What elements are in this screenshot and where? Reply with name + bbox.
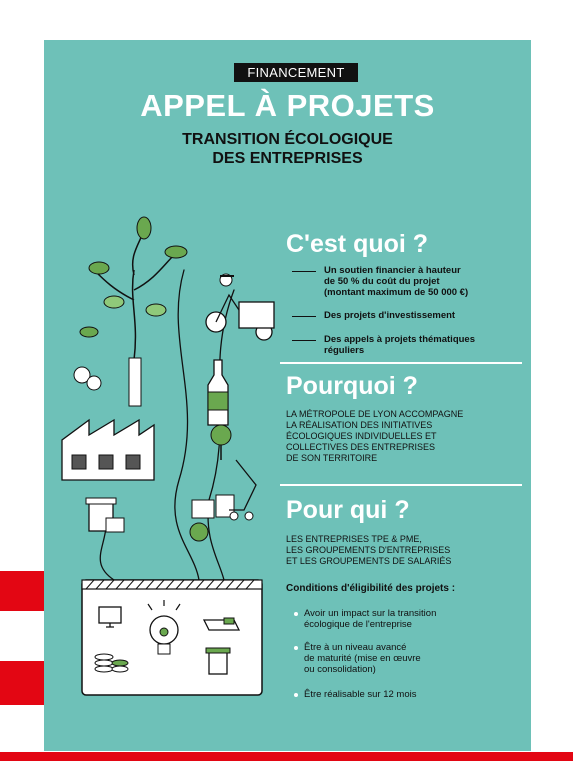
red-stripe-top	[0, 571, 44, 611]
section-heading-pourquoi: Pourquoi ?	[286, 372, 418, 400]
section-divider	[280, 362, 522, 364]
condition-item: Avoir un impact sur la transition écologique de l'entreprise	[294, 608, 514, 630]
list-item: Un soutien financier à hauteur de 50 % du coût du projet (montant maximum de 50 000 €)	[292, 265, 518, 298]
plant-factory-icon	[62, 217, 187, 480]
handshake-icon	[204, 618, 239, 630]
poster	[44, 40, 531, 751]
category-badge: FINANCEMENT	[234, 63, 358, 82]
recycling-bin-icon	[86, 498, 124, 532]
subtitle-line: TRANSITION ÉCOLOGIQUE	[182, 131, 393, 148]
condition-item: Être à un niveau avancé de maturité (mise en œuvre ou consolidation)	[294, 642, 514, 675]
pourquoi-text: LA MÉTROPOLE DE LYON ACCOMPAGNE LA RÉALISATION DES INITIATIVES ÉCOLOGIQUES INDIVIDUELLES ET COLLECTIVES DES ENTREPRISES DE SON TERRITOIRE	[286, 409, 464, 463]
list-item: Des projets d'investissement	[292, 310, 518, 321]
section-heading-quoi: C'est quoi ?	[286, 230, 429, 258]
subtitle-line: DES ENTREPRISES	[212, 150, 363, 167]
tree-icon	[211, 425, 231, 460]
list-item: Des appels à projets thématiques réguliers	[292, 334, 518, 356]
conditions-title: Conditions d'éligibilité des projets :	[286, 583, 456, 594]
poster-title: APPEL À PROJETS	[140, 88, 435, 123]
section-heading-pourqui: Pour qui ?	[286, 496, 410, 524]
cargo-bike-icon	[206, 274, 274, 340]
forklift-icon	[190, 460, 256, 541]
pourqui-text: LES ENTREPRISES TPE & PME, LES GROUPEMENTS D'ENTREPRISES ET LES GROUPEMENTS DE SALARIÉS	[286, 534, 452, 566]
section-divider	[280, 484, 522, 486]
bottle-icon	[208, 360, 228, 425]
red-footer-bar	[0, 752, 573, 761]
trash-can-icon	[206, 648, 230, 674]
info-column	[286, 40, 522, 751]
condition-item: Être réalisable sur 12 mois	[294, 689, 514, 700]
red-stripe-bottom	[0, 661, 44, 705]
